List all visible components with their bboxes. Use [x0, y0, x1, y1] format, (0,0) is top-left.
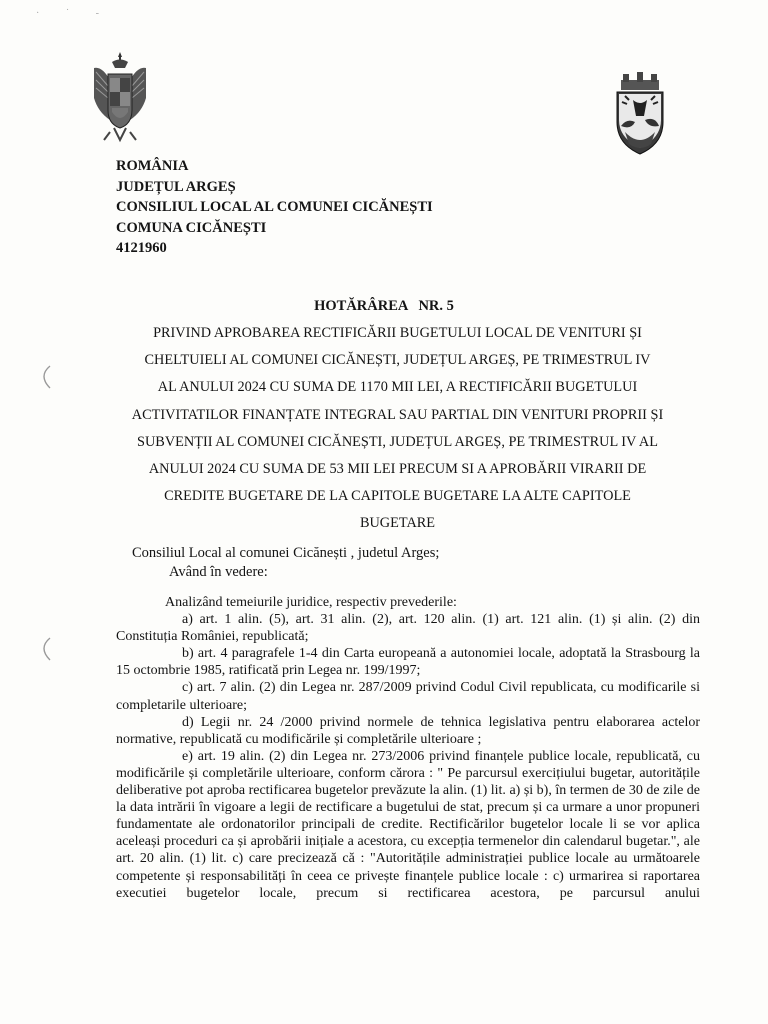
- header-county: JUDEȚUL ARGEȘ: [116, 178, 236, 195]
- council-statement: Consiliul Local al comunei Cicănești , judetul Arges;: [132, 545, 440, 561]
- subject-line: SUBVENȚII AL COMUNEI CICĂNEȘTI, JUDEȚUL ARGEȘ, PE TRIMESTRUL IV AL: [137, 433, 658, 450]
- scan-mark-upper: [36, 364, 56, 390]
- subject-line: BUGETARE: [359, 515, 436, 532]
- subject-line: ACTIVITATILOR FINANȚATE INTEGRAL SAU PARTIAL DIN VENITURI PROPRII ȘI: [131, 406, 664, 423]
- legal-intro: Analizând temeiurile juridice, respectiv prevederile:: [165, 595, 457, 610]
- legal-basis: [116, 594, 700, 902]
- council-preamble: [132, 544, 439, 582]
- scan-mark-lower: [36, 636, 56, 662]
- legal-item-c: c) art. 7 alin. (2) din Legea nr. 287/2009 privind Codul Civil republicata, cu modificarile si completarile ulterioare;: [116, 680, 700, 713]
- romania-coat-of-arms: [92, 48, 148, 144]
- header-council: CONSILIUL LOCAL AL COMUNEI CICĂNEȘTI: [116, 199, 433, 215]
- header-country: ROMÂNIA: [116, 158, 189, 174]
- legal-item-a: a) art. 1 alin. (5), art. 31 alin. (2), art. 120 alin. (1) art. 121 alin. (1) și alin. (2) din Constituția României, republicată;: [116, 612, 700, 645]
- legal-item-b: b) art. 4 paragrafele 1-4 din Carta europeană a autonomiei locale, adoptată la Strasbourg la 15 octombrie 1985, ratificată prin Legea nr. 199/1997;: [116, 646, 700, 679]
- subject-line: CHELTUIELI AL COMUNEI CICĂNEȘTI, JUDEȚUL ARGEȘ, PE TRIMESTRUL IV: [144, 352, 651, 369]
- subject-line: PRIVIND APROBAREA RECTIFICĂRII BUGETULUI LOCAL DE VENITURI ȘI: [153, 325, 642, 341]
- header-fiscal-code: 4121960: [116, 240, 167, 256]
- decision-title: HOTĂRÂREA NR. 5: [314, 298, 454, 314]
- header-commune: COMUNA CICĂNEȘTI: [116, 219, 267, 236]
- decision-subject: [110, 320, 685, 538]
- subject-line: ANULUI 2024 CU SUMA DE 53 MII LEI PRECUM SI A APROBĂRII VIRARII DE: [148, 461, 647, 478]
- considering-label: Având în vedere:: [169, 564, 268, 580]
- scan-specks: · ˙ -: [36, 8, 111, 19]
- subject-line: AL ANULUI 2024 CU SUMA DE 1170 MII LEI, A RECTIFICĂRII BUGETULUI: [157, 379, 638, 396]
- subject-line: CREDITE BUGETARE DE LA CAPITOLE BUGETARE LA ALTE CAPITOLE: [164, 488, 631, 505]
- legal-item-e: e) art. 19 alin. (2) din Legea nr. 273/2006 privind finanțele publice locale, republicată, cu modificările și completările ulterioare, conform cărora : " Pe parcursul exercițiului bugetar, autoritățile deliberative pot aproba rectificarea bugetelor prevăzute la alin. (1) lit. a) și b), în termen de 30 de zile de la data intrării în vigoare a legii de rectificare a bugetului de stat, precum și ca urmare a unor propuneri fundamentate ale ordonatorilor principali de credite. Rectificărilor bugetelor locale li se vor aplica aceleași proceduri ca și aprobării inițiale a acestora, cu excepția termenelor din calendarul bugetar.", ale art. 20 alin. (1) lit. c) care precizează că : "Autoritățile administrației publice locale au următoarele competente și responsabilități în ceea ce privește finanțele publice locale : c) urmarirea si raportarea executiei bugetelor locale, precum si rectificarea acestora, pe parcursul anului: [116, 748, 700, 901]
- legal-item-d: d) Legii nr. 24 /2000 privind normele de tehnica legislativa pentru elaborarea actelor normative, republicată cu modificările și completările ulterioare ;: [116, 714, 700, 747]
- commune-coat-of-arms: [611, 70, 669, 156]
- issuer-header: [116, 156, 433, 259]
